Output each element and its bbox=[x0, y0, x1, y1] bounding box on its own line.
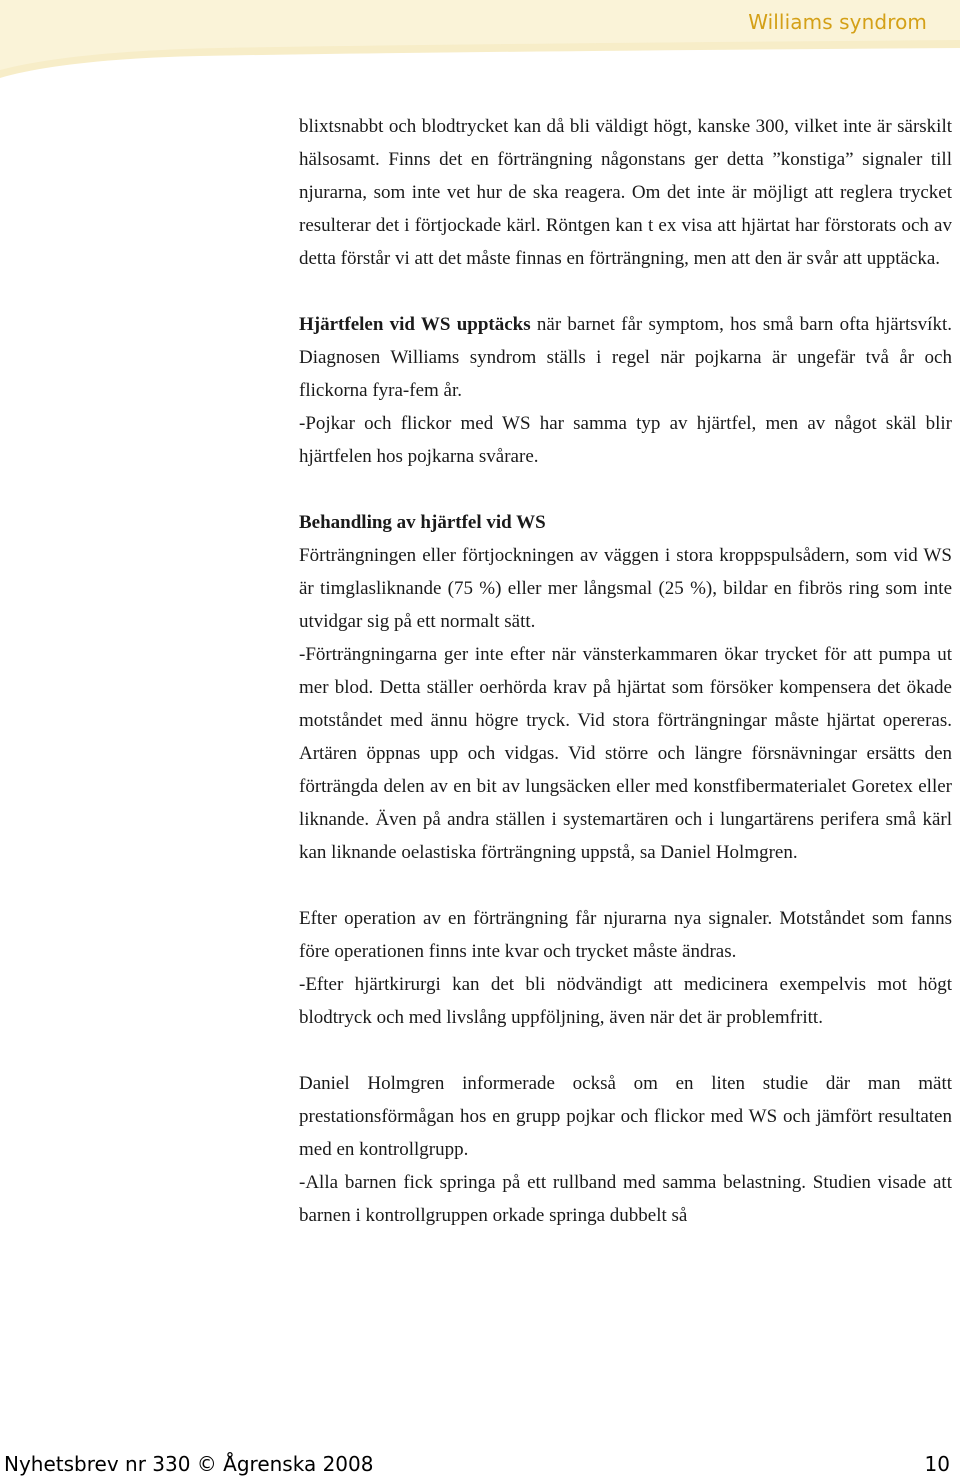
paragraph-text: när barnet får symptom, hos små barn ofta hjärtsvíkt. Diagnosen Williams syndrom ställs i regel när pojkarna är ungefär två år och flickorna fyra-fem år. bbox=[299, 314, 952, 401]
paragraph: -Efter hjärtkirurgi kan det bli nödvändigt att medicinera exempelvis mot högt blodtryck och med livslång uppföljning, även när det är problemfritt. bbox=[299, 974, 952, 1028]
paragraph: Efter operation av en förträngning får njurarna nya signaler. Motståndet som fanns före operationen finns inte kvar och trycket måste ändras. bbox=[299, 908, 952, 962]
page-number: 10 bbox=[924, 1452, 950, 1476]
paragraph: -Förträngningarna ger inte efter när vänsterkammaren ökar trycket för att pumpa ut mer blod. Detta ställer oerhörda krav på hjärtat som försöker kompensera det ökade motståndet med ännu högre tryck. Vid stora förträngningar måste hjärtat opereras. Artären öppnas upp och vidgas. Vid större och längre försnävningar ersätts den förträngda delen av en bit av lungsäcken eller med konstfibermaterialet Goretex eller liknande. Även på andra ställen i systemartären och i lungartärens perifera små kärl kan liknande oelastiska förträngning uppstå, sa Daniel Holmgren. bbox=[299, 644, 952, 863]
inline-heading: Hjärtfelen vid WS upptäcks bbox=[299, 314, 531, 335]
footer-publication: Nyhetsbrev nr 330 © Ågrenska 2008 bbox=[4, 1452, 374, 1476]
article-body bbox=[299, 110, 952, 1232]
paragraph: -Pojkar och flickor med WS har samma typ av hjärtfel, men av något skäl blir hjärtfelen hos pojkarna svårare. bbox=[299, 413, 952, 467]
section-heading: Behandling av hjärtfel vid WS bbox=[299, 512, 546, 533]
paragraph: Daniel Holmgren informerade också om en liten studie där man mätt prestationsförmågan hos en grupp pojkar och flickor med WS och jämfört resultaten med en kontrollgrupp. bbox=[299, 1073, 952, 1160]
paragraph: -Alla barnen fick springa på ett rullband med samma belastning. Studien visade att barnen i kontrollgruppen orkade springa dubbelt så bbox=[299, 1172, 952, 1226]
paragraph: blixtsnabbt och blodtrycket kan då bli väldigt högt, kanske 300, vilket inte är särskilt hälsosamt. Finns det en förträngning någonstans ger detta ”konstiga” signaler till njurarna, som inte vet hur de ska reagera. Om det inte är möjligt att reglera trycket resulterar det i förtjockade kärl. Röntgen kan t ex visa att hjärtat har förstorats och av detta förstår vi att det måste finnas en förträngning, men att den är svår att upptäcka. bbox=[299, 116, 952, 269]
paragraph bbox=[299, 308, 952, 407]
paragraph: Förträngningen eller förtjockningen av väggen i stora kroppspulsådern, som vid WS är timglasliknande (75 %) eller mer långsmal (25 %), bildar en fibrös ring som inte utvidgar sig på ett normalt sätt. bbox=[299, 545, 952, 632]
header-title: Williams syndrom bbox=[748, 10, 927, 34]
